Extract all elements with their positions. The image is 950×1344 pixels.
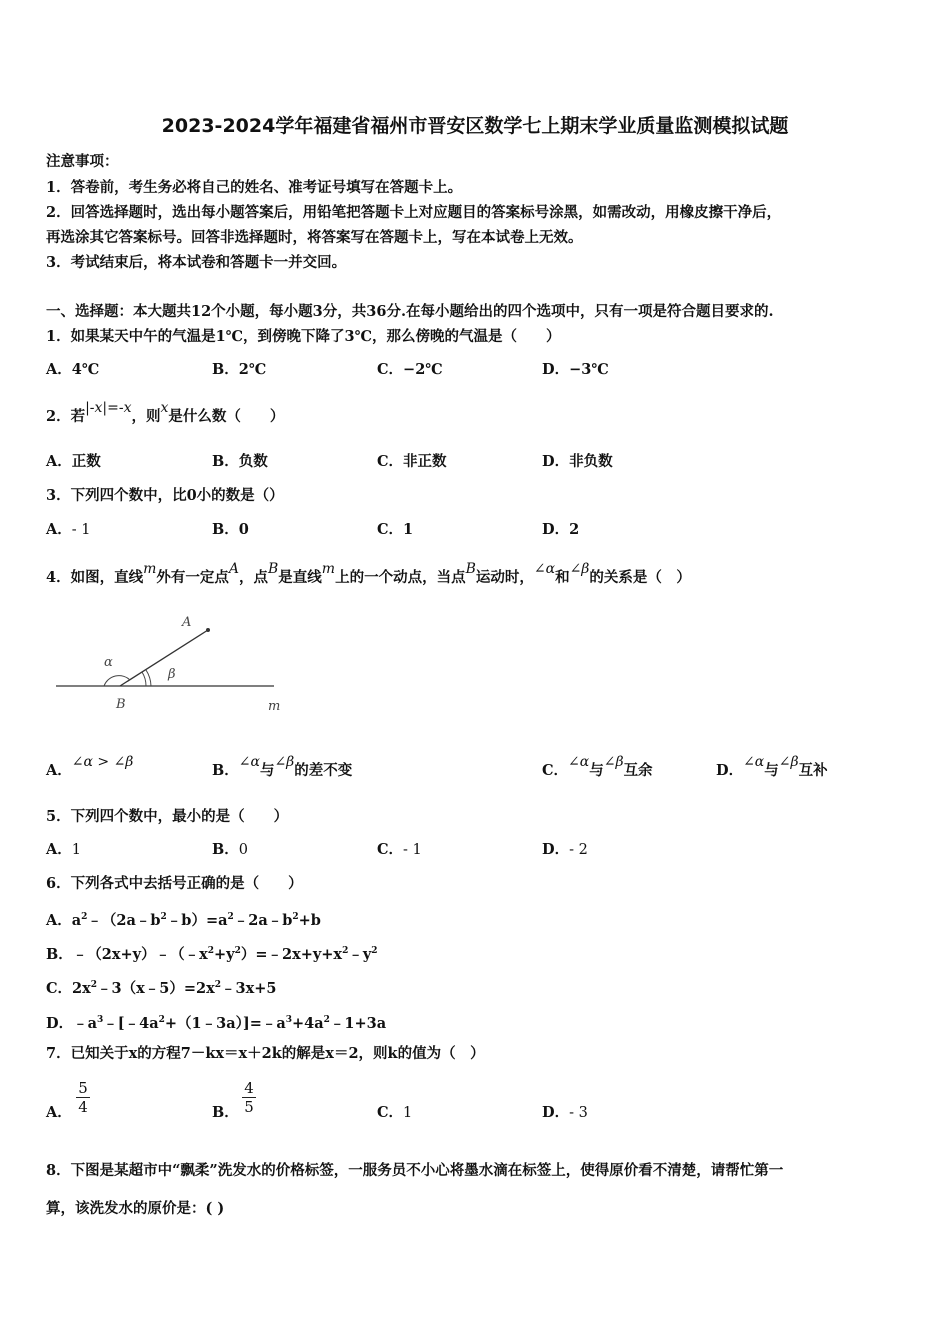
question-1-stem: 1．如果某天中午的气温是1℃，到傍晚下降了3℃，那么傍晚的气温是（ ） — [46, 328, 561, 345]
question-8-line1: 8．下图是某超市中“飘柔”洗发水的价格标签，一服务员不小心将墨水滴在标签上，使得原价看不清楚，请帮忙第一 — [46, 1162, 784, 1179]
q2-option-a: A．正数 — [46, 453, 101, 470]
q4-figure — [50, 606, 290, 718]
q7-option-d: D．- 3 — [542, 1104, 588, 1121]
label-m: m — [268, 699, 281, 714]
question-4-stem: 4．如图，直线m外有一定点A，点B是直线m上的一个动点，当点B运动时，∠α和∠β的关系是（ ） — [46, 561, 691, 586]
q2-var: x — [160, 400, 169, 416]
note-item: 3．考试结束后，将本试卷和答题卡一并交回。 — [46, 254, 347, 271]
beta-arc-2 — [146, 670, 151, 686]
beta-arc — [142, 672, 146, 686]
q3-option-a: A．- 1 — [46, 521, 91, 538]
q5-option-a: A．1 — [46, 841, 81, 858]
note-item: 1．答卷前，考生务必将自己的姓名、准考证号填写在答题卡上。 — [46, 179, 463, 196]
q1-option-a: A．4℃ — [46, 361, 100, 378]
question-5-stem: 5．下列四个数中，最小的是（ ） — [46, 808, 289, 825]
q3-option-b: B．0 — [212, 521, 249, 538]
q5-option-c: C．- 1 — [377, 841, 422, 858]
question-2-stem — [46, 400, 285, 426]
q7-option-b-fraction: $\frac{4}{5}$ — [242, 1079, 256, 1116]
q5-option-b: B．0 — [212, 841, 248, 858]
q3-option-c: C．1 — [377, 521, 414, 538]
q7-option-a-fraction: $\frac{5}{4}$ — [76, 1079, 90, 1116]
q7-option-a-label: A． — [46, 1104, 72, 1121]
q4-option-a: A．∠α > ∠β — [46, 754, 134, 779]
q7-option-b-label: B． — [212, 1104, 239, 1121]
label-b: B — [116, 697, 126, 712]
q1-option-c: C．−2℃ — [377, 361, 443, 378]
q6-option-c: C．$2x^2﹣3(x﹣5)=2x^2﹣3x+5$ — [46, 979, 277, 997]
q2-middle: ，则 — [131, 408, 161, 425]
q2-option-b: B．负数 — [212, 453, 268, 470]
point-a — [206, 628, 210, 632]
q2-option-d: D．非负数 — [542, 453, 613, 470]
q2-option-c: C．非正数 — [377, 453, 447, 470]
question-8-line2: 算，该洗发水的原价是：( ) — [46, 1200, 225, 1217]
q2-abs-expr: |-x|=-x — [85, 400, 132, 416]
section-heading: 一、选择题：本大题共12个小题，每小题3分，共36分.在每小题给出的四个选项中，只有一项是符合题目要求的. — [46, 303, 774, 320]
q4-option-b: B．∠α与∠β的差不变 — [212, 754, 353, 779]
q6-option-a: A．$a^2﹣(2a﹣b^2﹣b)=a^2﹣2a﹣b^2+b$ — [46, 911, 321, 929]
q6-option-b: B．$﹣(2x+y)﹣(﹣x^2+y^2)=﹣2x+y+x^2﹣y^2$ — [46, 945, 378, 963]
q7-option-c: C．1 — [377, 1104, 413, 1121]
q1-option-b: B．2℃ — [212, 361, 267, 378]
note-item: 2．回答选择题时，选出每小题答案后，用铅笔把答题卡上对应题目的答案标号涂黑，如需改动，用橡皮擦干净后， — [46, 204, 782, 221]
q1-option-d: D．−3℃ — [542, 361, 609, 378]
page-title: 2023-2024学年福建省福州市晋安区数学七上期末学业质量监测模拟试题 — [161, 115, 789, 137]
q4-option-d: D．∠α与∠β互补 — [716, 754, 828, 779]
q2-suffix: 是什么数（ ） — [168, 408, 285, 425]
question-6-stem: 6．下列各式中去括号正确的是（ ） — [46, 875, 303, 892]
label-alpha: α — [104, 655, 113, 670]
q3-option-d: D．2 — [542, 521, 580, 538]
q4-option-c: C．∠α与∠β互余 — [542, 754, 653, 779]
q6-option-d: D．$﹣a^3﹣[﹣4a^2+(1﹣3a)]=﹣a^3+4a^2﹣1+3a$ — [46, 1014, 387, 1032]
label-a: A — [182, 615, 192, 630]
question-7-stem: 7．已知关于x的方程7－kx＝x＋2k的解是x＝2，则k的值为（ ） — [46, 1045, 485, 1062]
question-3-stem: 3．下列四个数中，比0小的数是（） — [46, 487, 284, 504]
alpha-arc — [104, 676, 130, 686]
q5-option-d: D．- 2 — [542, 841, 588, 858]
q2-prefix: 2．若 — [46, 408, 86, 425]
notes-heading: 注意事项： — [46, 153, 119, 170]
ray-ba — [120, 630, 208, 686]
note-item: 再选涂其它答案标号。回答非选择题时，将答案写在答题卡上，写在本试卷上无效。 — [46, 229, 583, 246]
label-beta: β — [168, 667, 176, 682]
